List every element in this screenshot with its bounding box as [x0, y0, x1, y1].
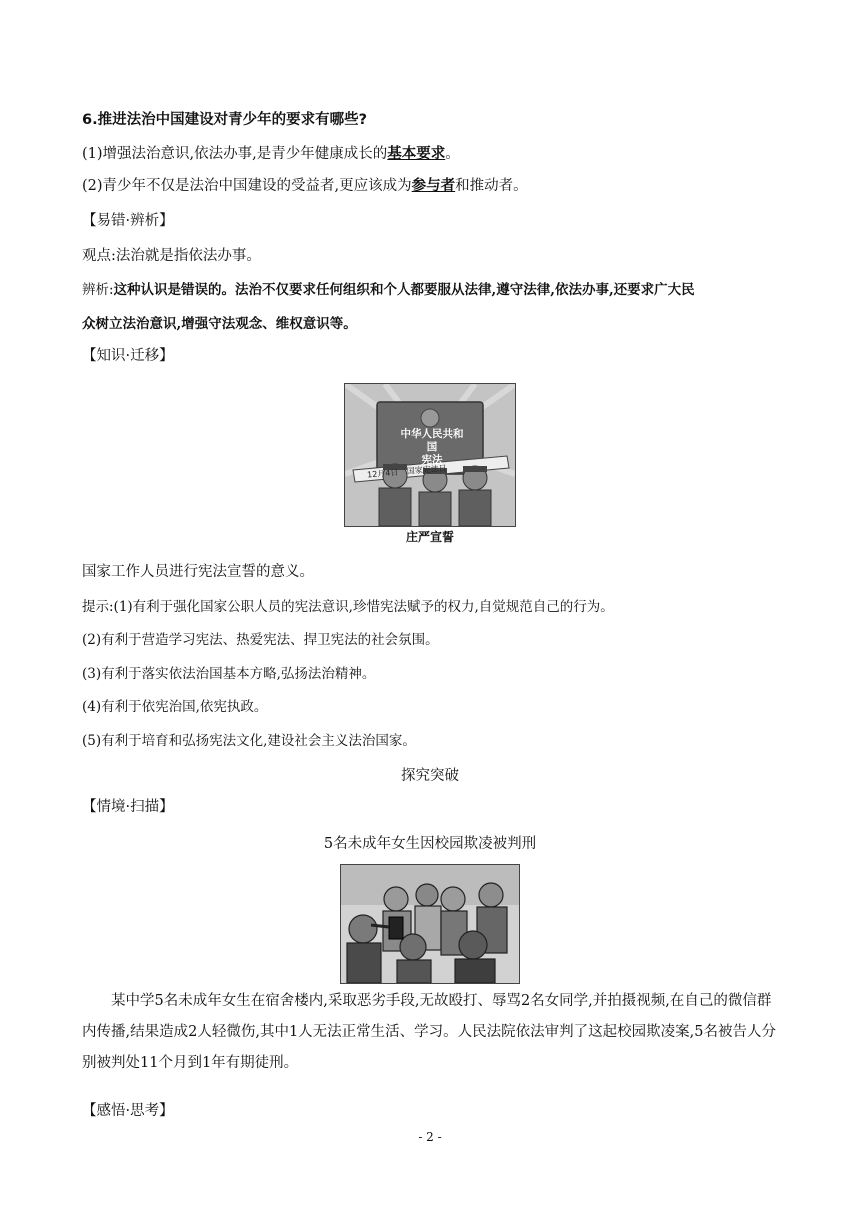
qingjing-heading: 【情境·扫描】: [82, 799, 174, 815]
q6-point-2-text: (2)青少年不仅是法治中国建设的受益者,更应该成为: [82, 178, 412, 194]
zhishi-question: 国家工作人员进行宪法宣誓的意义。: [82, 564, 314, 580]
tip-4: (4)有利于依宪治国,依宪执政。: [82, 699, 268, 715]
ganwu-heading: 【感悟·思考】: [82, 1103, 174, 1119]
yicuo-view: 观点:法治就是指依法办事。: [82, 248, 261, 264]
q6-point-1: [82, 144, 460, 164]
section-title: 探究突破: [401, 768, 459, 784]
tip-5: (5)有利于培育和弘扬宪法文化,建设社会主义法治国家。: [82, 733, 416, 749]
q6-point-2-keyword: 参与者: [411, 177, 456, 194]
yicuo-analysis-line-2: 众树立法治意识,增强守法观念、维权意识等。: [82, 316, 357, 332]
tip-1: 提示:(1)有利于强化国家公职人员的宪法意识,珍惜宪法赋予的权力,自觉规范自己的行为。: [82, 599, 614, 615]
q6-point-1-text: (1)增强法治意识,依法办事,是青少年健康成长的: [82, 146, 388, 162]
tip-3: (3)有利于落实依法治国基本方略,弘扬法治精神。: [82, 666, 376, 682]
yicuo-heading: 【易错·辨析】: [82, 213, 174, 229]
sign-line-2: 宪法: [421, 454, 443, 466]
tip-2: (2)有利于营造学习宪法、热爱宪法、捍卫宪法的社会氛围。: [82, 632, 439, 648]
ribbon-date: 12月4日: [366, 467, 399, 480]
zhishi-heading: 【知识·迁移】: [82, 348, 174, 364]
page-number: - 2 -: [418, 1130, 442, 1144]
sign-line-1: 中华人民共和国: [400, 428, 464, 453]
bullying-illustration: [340, 864, 520, 984]
oath-caption: 庄严宣誓: [405, 530, 454, 544]
question-6-title: 6.推进法治中国建设对青少年的要求有哪些?: [82, 112, 368, 128]
oath-illustration: [344, 383, 516, 527]
ribbon-day: 国家宪法日: [406, 463, 448, 476]
yicuo-analysis-text-1: 这种认识是错误的。法治不仅要求任何组织和个人都要服从法律,遵守法律,依法办事,还要求广大民: [113, 282, 695, 298]
q6-point-2-end: 和推动者。: [455, 178, 528, 194]
q6-point-2: [82, 176, 528, 196]
yicuo-analysis-label: 辨析:: [82, 282, 114, 298]
constitution-sign: [397, 428, 467, 467]
yicuo-analysis-line-1: [82, 280, 695, 300]
q6-point-1-end: 。: [445, 146, 460, 162]
case-title: 5名未成年女生因校园欺凌被判刑: [323, 836, 537, 852]
case-paragraph: 某中学5名未成年女生在宿舍楼内,采取恶劣手段,无故殴打、辱骂2名女同学,并拍摄视频,在自己的微信群内传播,结果造成2人轻微伤,其中1人无法正常生活、学习。人民法院依法审判了这起校园欺凌案,5名被告人分别被判处11个月到1年有期徒刑。: [82, 993, 776, 1071]
q6-point-1-keyword: 基本要求: [387, 145, 446, 162]
